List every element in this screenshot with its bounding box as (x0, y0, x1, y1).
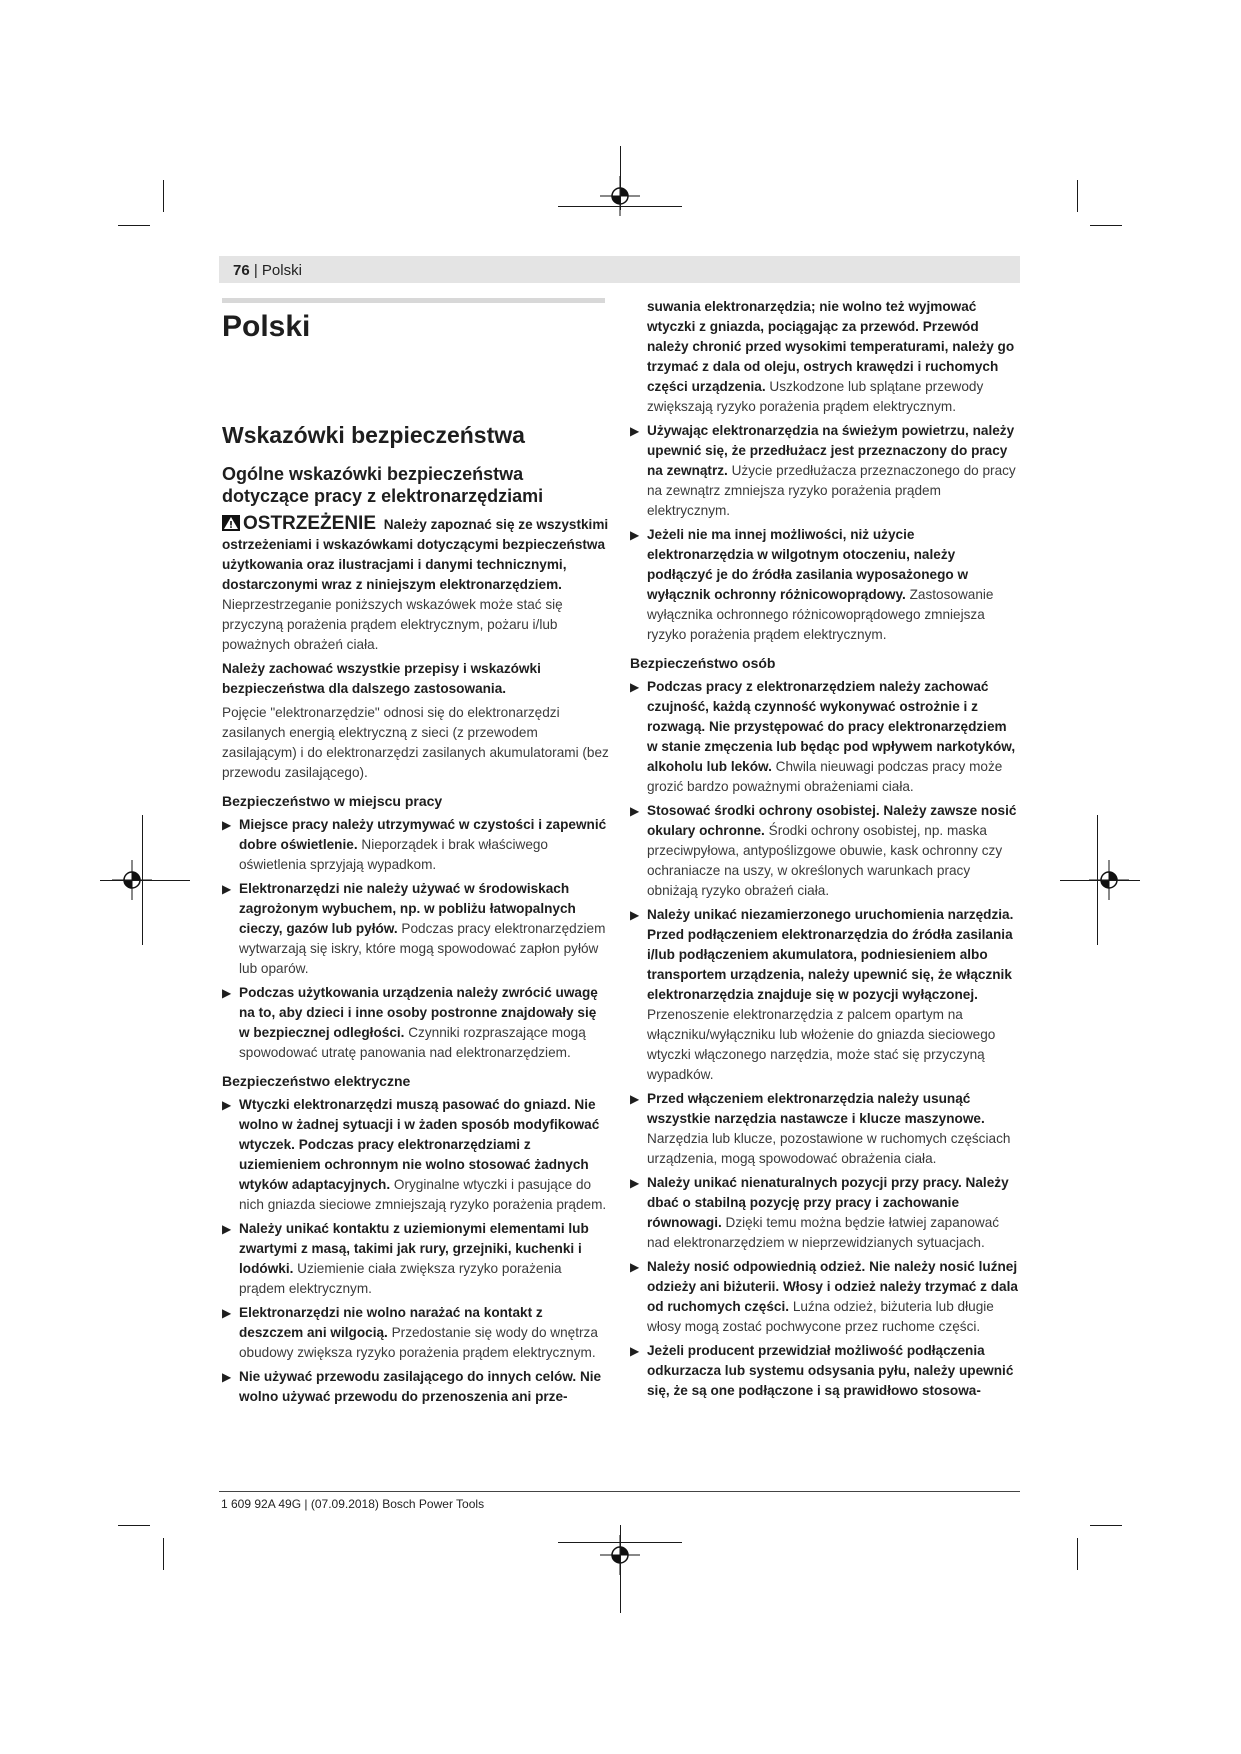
electrical-heading: Bezpieczeństwo elektryczne (222, 1073, 411, 1089)
list-item (222, 879, 610, 979)
crop-mark (1090, 225, 1122, 226)
item-normal-text: Nieporządek i brak właściwego oświetlenia sprzyjają wypadkom. (239, 837, 548, 872)
crop-mark (1090, 1525, 1122, 1526)
bullet-arrow-icon: ▶ (222, 818, 232, 832)
registration-line (620, 146, 621, 210)
list-item (222, 1367, 610, 1407)
item-bold-text: Wtyczki elektronarzędzi muszą pasować do gniazd. Nie wolno w żadnej sytuacji i w żaden sposób modyfikować wtyczek. Podczas pracy elektronarzędziami z uziemieniem ochronnym nie wolno stosować żadnych wtyków adaptacyjnych. (239, 1097, 600, 1192)
continuation-normal-text: Uszkodzone lub splątane przewody zwiększają ryzyko porażenia prądem elektrycznym. (647, 379, 984, 414)
item-normal-text: Przenoszenie elektronarzędzia z palcem opartym na włączniku/wyłączniku lub włożenie do gniazda sieciowego wtyczki włączonego narzędzia, może stać się przyczyną wypadków. (647, 1007, 996, 1082)
continuation-bold-text: suwania elektronarzędzia; nie wolno też wyjmować wtyczki z gniazda, pociągając za przewód. Przewód należy chronić przed wysokimi temperaturami, należy go trzymać z dala od oleju, ostrych krawędzi i ruchomych części urządzenia. (647, 299, 1015, 394)
list-item (630, 677, 1018, 797)
list-item (630, 297, 1018, 417)
item-bold-text: Należy unikać kontaktu z uziemionymi elementami lub zwartymi z masą, takimi jak rury, grzejniki, kuchenki i lodówki. (239, 1221, 589, 1276)
item-bold-text: Podczas pracy z elektronarzędziem należy zachować czujność, każdą czynność wykonywać ostrożnie i z rozwagą. Nie przystępować do pracy elektronarzędziem w stanie zmęczenia lub będąc pod wpływem narkotyków, alkoholu lub leków. (647, 679, 1016, 774)
warning-bold-text: Należy zapoznać się ze wszystkimi ostrzeżeniami i wskazówkami dotyczącymi bezpieczeństwa użytkowania oraz ilustracjami i danymi technicznymi, dostarczonymi wraz z niniejszym elektronarzędziem. (222, 517, 609, 592)
item-bold-text: Podczas użytkowania urządzenia należy zwrócić uwagę na to, aby dzieci i inne osoby postronne znajdowały się w bezpiecznej odległości. (239, 985, 598, 1040)
list-item (222, 815, 610, 875)
personal-heading: Bezpieczeństwo osób (630, 655, 776, 671)
item-bold-text: Elektronarzędzi nie wolno narażać na kontakt z deszczem ani wilgocią. (239, 1305, 543, 1340)
warning-label (222, 513, 376, 534)
item-normal-text: Czynniki rozpraszające mogą spowodować utratę panowania nad elektronarzędziem. (239, 1025, 586, 1060)
section-title: Wskazówki bezpieczeństwa (222, 422, 525, 448)
bullet-arrow-icon: ▶ (222, 1370, 232, 1384)
list-item (630, 525, 1018, 645)
page-header: 76 | Polski (233, 262, 302, 279)
bullet-arrow-icon: ▶ (222, 986, 232, 1000)
crop-mark (163, 180, 164, 212)
page-header-bar (219, 256, 1020, 283)
list-item (222, 983, 610, 1063)
workplace-list (222, 815, 610, 1063)
item-bold-text: Należy unikać niezamierzonego uruchomienia narzędzia. Przed podłączeniem elektronarzędzia do źródła zasilania i/lub podłączeniem akumulatora, podniesieniem albo transportem urządzenia, należy upewnić się, że włącznik elektronarzędzia znajduje się w pozycji wyłączonej. (647, 907, 1014, 1002)
bullet-arrow-icon: ▶ (630, 908, 640, 922)
bullet-arrow-icon: ▶ (630, 424, 640, 438)
bullet-arrow-icon: ▶ (222, 882, 232, 896)
bullet-arrow-icon: ▶ (222, 1222, 232, 1236)
item-normal-text: Przedostanie się wody do wnętrza obudowy zwiększa ryzyko porażenia prądem elektrycznym. (239, 1325, 598, 1360)
page-number: 76 (233, 262, 250, 279)
item-normal-text: Uziemienie ciała zwiększa ryzyko porażenia prądem elektrycznym. (239, 1261, 562, 1296)
warning-paragraph (222, 513, 610, 655)
item-normal-text: Użycie przedłużacza przeznaczonego do pracy na zewnątrz zmniejsza ryzyko porażenia prądem elektrycznym. (647, 463, 1016, 518)
item-normal-text: Oryginalne wtyczki i pasujące do nich gniazda sieciowe zmniejszają ryzyko porażenia prądem. (239, 1177, 607, 1212)
list-item (630, 1173, 1018, 1253)
registration-line (558, 1542, 682, 1543)
workplace-heading: Bezpieczeństwo w miejscu pracy (222, 793, 443, 809)
keep-note: Należy zachować wszystkie przepisy i wskazówki bezpieczeństwa dla dalszego zastosowania. (222, 661, 541, 696)
list-item (630, 1257, 1018, 1337)
crop-mark (1077, 1538, 1078, 1570)
list-item (222, 1219, 610, 1299)
left-column (222, 297, 610, 1411)
list-item (630, 421, 1018, 521)
page-footer: 1 609 92A 49G | (07.09.2018) Bosch Power Tools (221, 1497, 485, 1511)
item-bold-text: Przed włączeniem elektronarzędzia należy usunąć wszystkie narzędzia nastawcze i klucze maszynowe. (647, 1091, 985, 1126)
item-bold-text: Jeżeli producent przewidział możliwość podłączenia odkurzacza lub systemu odsysania pyłu, należy upewnić się, że są one podłączone i są prawidłowo stosowa- (647, 1343, 1014, 1398)
list-item (630, 1089, 1018, 1169)
item-bold-text: Stosować środki ochrony osobistej. Należy zawsze nosić okulary ochronne. (647, 803, 1017, 838)
footer-rule (219, 1491, 1020, 1492)
item-normal-text: Chwila nieuwagi podczas pracy może grozić bardzo poważnymi obrażeniami ciała. (647, 759, 1003, 794)
item-bold-text: Elektronarzędzi nie należy używać w środowiskach zagrożonym wybuchem, np. w pobliżu łatwopalnych cieczy, gazów lub pyłów. (239, 881, 576, 936)
registration-line (100, 880, 190, 881)
bullet-arrow-icon: ▶ (630, 528, 640, 542)
right-column (630, 297, 1018, 1405)
list-item (630, 1341, 1018, 1401)
item-bold-text: Nie używać przewodu zasilającego do innych celów. Nie wolno używać przewodu do przenoszenia ani prze- (239, 1369, 602, 1404)
item-normal-text: Luźna odzież, biżuteria lub długie włosy mogą zostać pochwycone przez ruchome części. (647, 1299, 994, 1334)
registration-line (558, 206, 682, 207)
definition-paragraph: Pojęcie "elektronarzędzie" odnosi się do elektronarzędzi zasilanych energią elektryczną z sieci (z przewodem zasilającym) i do elektronarzędzi zasilanych akumulatorami (bez przewodu zasilającego). (222, 705, 609, 780)
item-normal-text: Dzięki temu można będzie łatwiej zapanować nad elektronarzędziem w nieprzewidzianych sytuacjach. (647, 1215, 1000, 1250)
list-item (630, 801, 1018, 901)
electrical-list-continued (630, 421, 1018, 645)
crop-mark (1077, 180, 1078, 212)
bullet-arrow-icon: ▶ (222, 1306, 232, 1320)
crop-mark (118, 1525, 150, 1526)
item-bold-text: Jeżeli nie ma innej możliwości, niż użycie elektronarzędzia w wilgotnym otoczeniu, należy podłączyć je do źródła zasilania wyposażonego w wyłącznik ochronny różnicowoprądowy. (647, 527, 969, 602)
item-normal-text: Środki ochrony osobistej, np. maska przeciwpyłowa, antypoślizgowe obuwie, kask ochronny czy ochraniacze na uszy, w określonych warunkach pracy obniżają ryzyko obrażeń ciała. (647, 823, 1003, 898)
bullet-arrow-icon: ▶ (630, 1092, 640, 1106)
item-bold-text: Używając elektronarzędzia na świeżym powietrzu, należy upewnić się, że przedłużacz jest przeznaczony do pracy na zewnątrz. (647, 423, 1015, 478)
list-item (222, 1303, 610, 1363)
item-normal-text: Narzędzia lub klucze, pozostawione w ruchomych częściach urządzenia, mogą spowodować obrażenia ciała. (647, 1131, 1011, 1166)
warning-word: OSTRZEŻENIE (243, 513, 377, 534)
header-language: Polski (261, 262, 302, 279)
page-title: Polski (222, 310, 311, 343)
bullet-arrow-icon: ▶ (630, 1260, 640, 1274)
bullet-arrow-icon: ▶ (222, 1098, 232, 1112)
list-item (630, 905, 1018, 1085)
subsection-title: Ogólne wskazówki bezpieczeństwa dotyczące pracy z elektronarzędziami (222, 464, 544, 506)
bullet-arrow-icon: ▶ (630, 1176, 640, 1190)
item-normal-text: Zastosowanie wyłącznika ochronnego różnicowoprądowego zmniejsza ryzyko porażenia prądem elektrycznym. (647, 587, 994, 642)
registration-line (620, 1525, 621, 1613)
crop-mark (163, 1538, 164, 1570)
warning-normal-text: Nieprzestrzeganie poniższych wskazówek może stać się przyczyną porażenia prądem elektrycznym, pożaru i/lub poważnych obrażeń ciała. (222, 597, 563, 652)
list-item (222, 1095, 610, 1215)
item-normal-text: Podczas pracy elektronarzędziem wytwarzają się iskry, które mogą spowodować zapłon pyłów lub oparów. (239, 921, 606, 976)
bullet-arrow-icon: ▶ (630, 804, 640, 818)
crop-mark (118, 225, 150, 226)
item-bold-text: Miejsce pracy należy utrzymywać w czystości i zapewnić dobre oświetlenie. (239, 817, 607, 852)
warning-triangle-icon (222, 515, 240, 531)
item-bold-text: Należy unikać nienaturalnych pozycji przy pracy. Należy dbać o stabilną pozycję przy pracy i zachowanie równowagi. (647, 1175, 1009, 1230)
bullet-arrow-icon: ▶ (630, 1344, 640, 1358)
registration-line (1060, 880, 1140, 881)
personal-safety-list (630, 677, 1018, 1401)
item-bold-text: Należy nosić odpowiednią odzież. Nie należy nosić luźnej odzieży ani biżuterii. Włosy i odzież należy trzymać z dala od ruchomych części. (647, 1259, 1018, 1314)
electrical-list (222, 1095, 610, 1407)
bullet-arrow-icon: ▶ (630, 680, 640, 694)
